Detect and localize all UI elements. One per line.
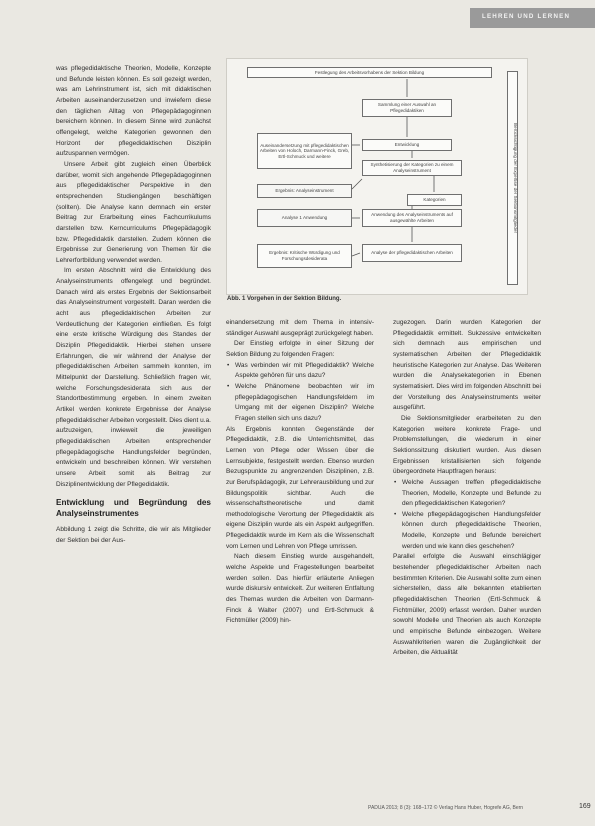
section-header	[470, 8, 595, 28]
paragraph: Abbildung 1 zeigt die Schritte, die wir als Mitglieder der Sektion bei der Aus-	[56, 526, 211, 544]
diagram-box: Kategorien	[407, 194, 462, 206]
paragraph: Parallel erfolgte die Auswahl einschlägiger bestehender pflegedidaktischer Arbeiten nach bestimmten Kriterien. Die Auswahl sollte zum einen sicherstellen, dass alle bekannten etablierten pflegedidaktischen Theorien (Ertl-Schmuck & Fichtmüller, 2009) erfasst werden. Daher wurden sowohl Modelle und Theorien als auch Konzepte und empirische Befunde einbezogen. Weitere Auswahlkriterien waren die Zugänglichkeit der Arbeiten, die Aktualität	[393, 553, 541, 657]
section-label: LEHREN UND LERNEN	[482, 13, 571, 20]
list-item: • Was verbinden wir mit Pflegedidaktik? Welche Aspekte gehören für uns dazu?	[226, 361, 374, 382]
diagram-box: Ergebnis: Analyseinstrument	[257, 184, 352, 198]
paragraph: Im ersten Abschnitt wird die Entwicklung des Analyseinstruments offengelegt und begründet. Danach wird als erstes Ergebnis der Sektionsarbeit das Analyseinstrument vorgestellt. Daran werden die acht aus pflegedidaktischen Arbeiten zur Verdeutlichung der Kategorien einfließen. Es folgt eine erste kritische Würdigung des Standes der Disziplin Pflegedidaktik. Hierbei stehen unsere Erfahrungen, die wir während der Analyse der pflegedidaktischen Arbeiten sammeln konnten, im Mittelpunkt der Darstellung. Schließlich fragen wir, welche Forschungsdesiderata sich aus der Standortbestimmung ergeben. In einem zweiten Artikel werden konkrete Ergebnisse der Analyse pflegedidaktischer Arbeiten vorgestellt. Dies dient u.a. aufzuzeigen, inwieweit die jeweiligen pflegedidaktischen Arbeiten entsprechender pflegepädagogische Handlungsfelder begründen, entwickeln und beschreiben können. Wir verstehen unsere Arbeit somit als Beitrag zur Disziplinentwicklung der Pflegedidaktik.	[56, 267, 211, 488]
diagram-box: Analyse 1 Anwendung	[257, 209, 352, 227]
diagram-box: Anwendung des Analyseinstruments auf ausgewählte Arbeiten	[362, 209, 462, 227]
text-column-1	[56, 64, 211, 547]
list-item: • Welche Phänomene beobachten wir im pflegepädagogischen Handlungsfeldern im Umgang mit der eigenen Disziplin? Welche Fragen stellen sich uns dazu?	[226, 382, 374, 425]
section-heading: Entwicklung und Begründung des Analyseinstrumentes	[56, 498, 211, 518]
diagram-lane: Berücksichtigung der Expertise der Sektionsmitglieder	[507, 71, 518, 285]
diagram-box: Ergebnis: Kritische Würdigung und Forschungsdesiderata	[257, 244, 352, 268]
list-item: • Welche pflegepädagogischen Handlungsfelder können durch pflegedidaktische Theorien, Modelle, Konzepte und Befunde bereichert werden und wie kann dies geschehen?	[393, 510, 541, 553]
footer-citation: PADUA 2013; 8 (3): 168–172 © Verlag Hans Huber, Hogrefe AG, Bern	[368, 805, 524, 811]
paragraph: Die Sektionsmitglieder erarbeiteten zu den Kategorien weitere konkrete Frage- und Problemstellungen, die wiederum in einer Sektionssitzung diskutiert wurden. Aus diesen Ergebnissen kristallisierten sich folgende übergeordnete Hauptfragen heraus:	[393, 414, 541, 476]
paragraph: Unsere Arbeit gibt zugleich einen Überblick darüber, womit sich angehende Pflegepädagoginnen aus pflegedidaktischer Perspektive in den entsprechenden Studiengängen beschäftigen (sollten). Die Analyse kann demnach ein erster Beitrag zur Erarbeitung eines Fachcurrikulums darstellen bzw. Kerncurriculums Pflegepädagogik bzw. Pflegedidaktik darstellen. Zudem können die Ergebnisse zur Generierung von Themen für die Lehrerfortbildung verwendet werden.	[56, 160, 211, 264]
bullet-list	[226, 361, 374, 425]
paragraph: Als Ergebnis konnten Gegenstände der Pflegedidaktik, z.B. die Unterrichtsmittel, das Lernen von Pflege oder Wissen über die Lernsubjekte, festgestellt werden. Ebenso wurden Bezugspunkte zu angrenzenden Disziplinen, z.B. zur Berufspädagogik, zur Lehrerausbildung und zur Bildungspolitik sichtbar. Auch die wissenschaftstheoretische und damit methodologische Verortung der Pflegedidaktik als eigene Disziplin wurde als ein Aspekt aufgegriffen. Pflegedidaktik wurde im Kern als die Wissenschaft vom Lernen und Lehren von Pflege umrissen.	[226, 425, 374, 550]
diagram-box: Auseinandersetzung mit pflegedidaktischen Arbeiten von Holoch, Darmann-Finck, Greb, Ertl-Schmuck und weitere	[257, 133, 352, 169]
text-column-3	[393, 318, 541, 659]
diagram-arrows	[227, 59, 527, 294]
diagram-box: Entwicklung	[362, 139, 452, 151]
diagram-box: Synthetisierung der Kategorien zu einem Analyseinstrument	[362, 160, 462, 176]
text-column-2	[226, 318, 374, 627]
page-number: 169	[579, 803, 591, 810]
list-item: • Welche Aussagen treffen pflegedidaktische Theorien, Modelle, Konzepte und Befunde zu den pflegedidaktischen Kategorien?	[393, 478, 541, 510]
paragraph: Der Einstieg erfolgte in einer Sitzung der Sektion Bildung zu folgenden Fragen:	[226, 340, 374, 358]
bullet-list	[393, 478, 541, 553]
paragraph: was pflegedidaktische Theorien, Modelle, Konzepte und Befunde leisten können. Es soll gezeigt werden, was am Lehrinstrument ist, sich mit didaktischen Arbeiten auseinanderzusetzen und inwiefern diese den täglichen Alltag von Pflegepädagoginnen bereichern können. In diesem Sinne wird zunächst offengelegt, welche Kategorien gewonnen den Horizont der pflegedidaktischen Disziplin aufzuspannen vermögen.	[56, 65, 211, 158]
diagram-box-top: Festlegung des Arbeitsvorhabens der Sektion Bildung	[247, 67, 492, 78]
diagram-box: Sammlung einer Auswahl an Pflegedidaktiken	[362, 99, 452, 117]
paragraph: einandersetzung mit dem Thema in intensiv-ständiger Auswahl ausgeprägt zurückgelegt haben.	[226, 319, 374, 337]
paragraph: Nach diesem Einstieg wurde ausgehandelt, welche Aspekte und Fragestellungen bearbeitet werden sollen. Das hierfür erläuterte Anliegen wurde diskursiv entwickelt. Zur weiteren Entfaltung des Themas wurden die Arbeiten von Darmann-Finck & Walter (2007) und Ertl-Schmuck & Fichtmüller (2009) hin-	[226, 553, 374, 625]
figure-caption: Abb. 1 Vorgehen in der Sektion Bildung.	[227, 296, 342, 302]
diagram-box: Analyse der pflegedidaktischen Arbeiten	[362, 244, 462, 262]
paragraph: zugezogen. Darin wurden Kategorien der Pflegedidaktik ermittelt. Sukzessive entwickelten sich demnach aus empirischen und systematischen Arbeiten der Pflegedidaktik heuristische Kategorien zur Analyse. Das Weiteren wurden die Analysekategorien in Ebenen systematisiert. Dies wird im folgenden Abschnitt bei der Vorstellung des Analyseinstruments weiter ausgeführt.	[393, 319, 541, 412]
process-figure	[226, 58, 528, 295]
